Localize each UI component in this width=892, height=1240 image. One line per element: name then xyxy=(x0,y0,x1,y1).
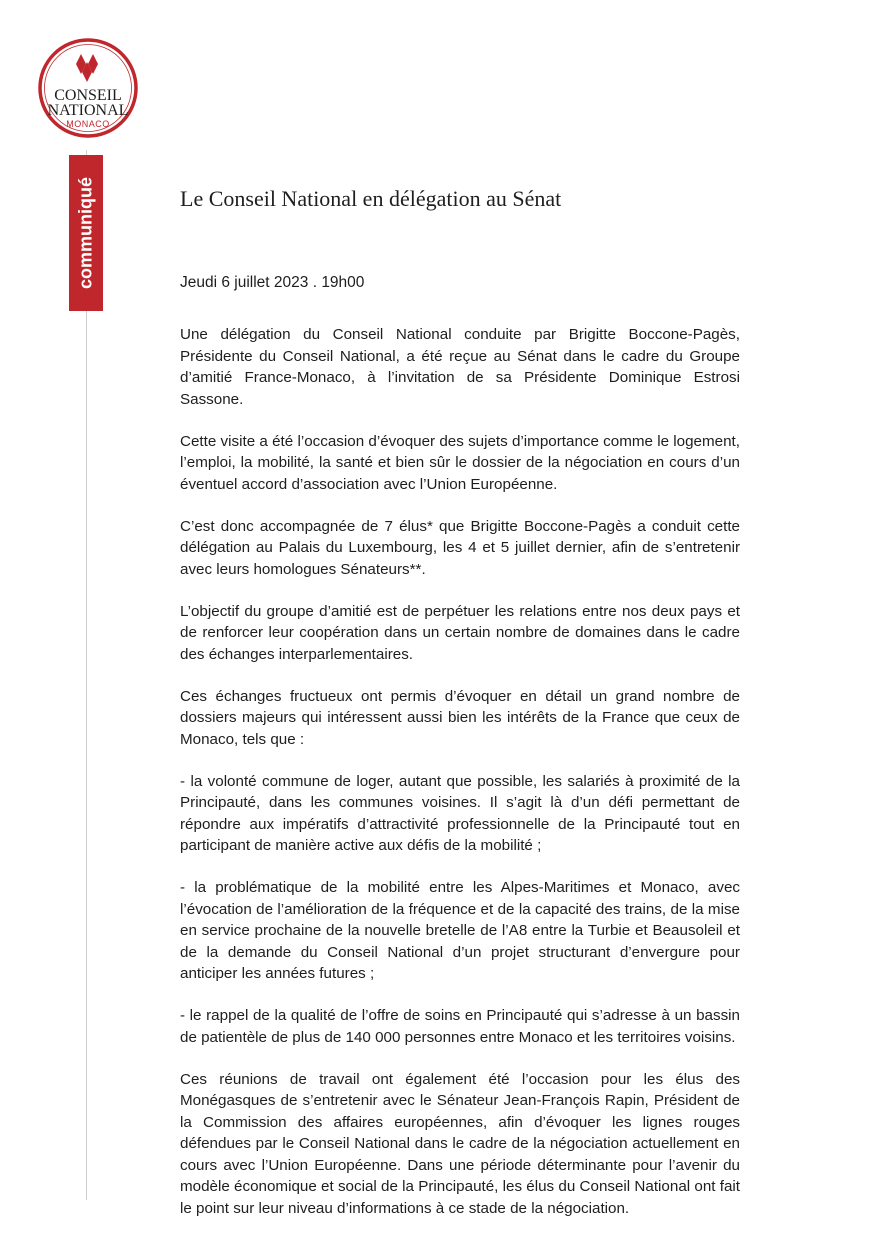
paragraph: C’est donc accompagnée de 7 élus* que Brigitte Boccone-Pagès a conduit cette délégation au Palais du Luxembourg, les 4 et 5 juillet dernier, afin de s’entretenir avec leurs homologues Sénateurs**. xyxy=(180,517,740,578)
logo-line-1: CONSEIL xyxy=(54,87,122,104)
paragraph: Cette visite a été l’occasion d’évoquer des sujets d’importance comme le logement, l’emploi, la mobilité, la santé et bien sûr le dossier de la négociation en cours d’un éventuel accord d’association avec l’Union Européenne. xyxy=(180,432,740,493)
conseil-national-logo xyxy=(36,36,140,140)
communique-banner xyxy=(69,155,103,311)
paragraph: L’objectif du groupe d’amitié est de perpétuer les relations entre nos deux pays et de renforcer leur coopération dans un certain nombre de domaines dans le cadre des échanges interparlementaires. xyxy=(180,602,740,663)
release-date: Jeudi 6 juillet 2023 . 19h00 xyxy=(180,274,365,291)
logo-line-3: MONACO xyxy=(66,119,110,129)
paragraph: - la volonté commune de loger, autant que possible, les salariés à proximité de la Principauté, dans les communes voisines. Il s’agit là d’un défi permettant de répondre aux impératifs d’attractivité professionnelle de la Principauté tout en participant de manière active aux défis de la mobilité ; xyxy=(180,772,740,854)
paragraph: Ces échanges fructueux ont permis d’évoquer en détail un grand nombre de dossiers majeurs qui intéressent aussi bien les intérêts de la France que ceux de Monaco, tels que : xyxy=(180,687,740,748)
page-title: Le Conseil National en délégation au Sénat xyxy=(180,186,562,211)
press-release-body xyxy=(180,324,740,1240)
paragraph: Ces réunions de travail ont également été l’occasion pour les élus des Monégasques de s’entretenir avec le Sénateur Jean-François Rapin, Président de la Commission des affaires européennes, afin d’évoquer les lignes rouges défendues par le Conseil National dans le cadre de la négociation actuellement en cours avec l’Union Européenne. Dans une période déterminante pour l’avenir du modèle économique et social de la Principauté, les élus du Conseil National ont fait le point sur leur niveau d’informations à ce stade de la négociation. xyxy=(180,1070,740,1217)
paragraph: Une délégation du Conseil National conduite par Brigitte Boccone-Pagès, Présidente du Conseil National, a été reçue au Sénat dans le cadre du Groupe d’amitié France-Monaco, à l’invitation de sa Présidente Dominique Estrosi Sassone. xyxy=(180,326,740,408)
paragraph: - la problématique de la mobilité entre les Alpes-Maritimes et Monaco, avec l’évocation de l’amélioration de la fréquence et de la capacité des trains, de la mise en service prochaine de la nouvelle bretelle de l’A8 entre la Turbie et Beausoleil et de la demande du Conseil National d’un projet structurant d’envergure pour anticiper les années futures ; xyxy=(180,879,740,982)
paragraph: - le rappel de la qualité de l’offre de soins en Principauté qui s’adresse à un bassin de patientèle de plus de 140 000 personnes entre Monaco et les territoires voisins. xyxy=(180,1007,740,1046)
banner-label: communiqué xyxy=(75,176,96,290)
logo-line-2: NATIONAL xyxy=(47,102,129,119)
